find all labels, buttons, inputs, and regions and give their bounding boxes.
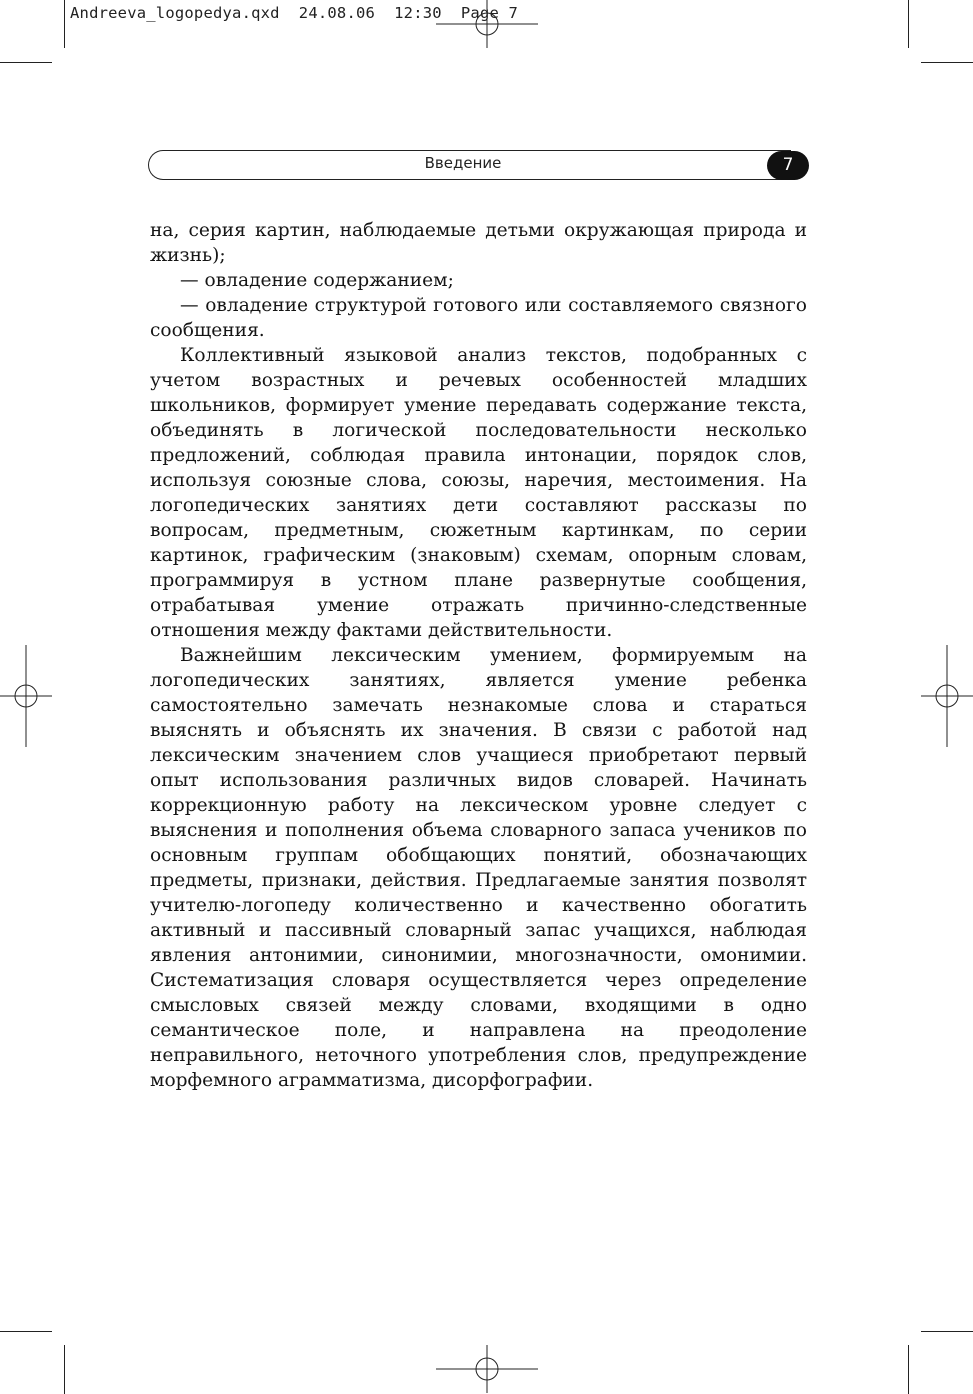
crop-mark-top-right-h: [921, 62, 973, 63]
slug-date: 24.08.06: [298, 4, 376, 22]
paragraph-lexical-skills: Важнейшим лексическим умением, формируемым на логопедических занятиях, является умение ребенка самостоятельно замечать незнакомые слова и стараться выяснять и объяснять их значения. В связи с работой над лексическим значением слов учащиеся приобретают первый опыт использования различных видов словарей. Начинать коррекционную работу на лексическом уровне следует с выяснения и пополнения объема словарного запаса учеников по основным группам обобщающих понятий, обозначающих предметы, признаки, действия. Предлагаемые занятия позволят учителю-логопеду количественно и качественно обогатить активный и пассивный словарный запас учащихся, наблюдая явления антонимии, синонимии, многозначности, омонимии. Систематизация словаря осуществляется через определение смысловых связей между словами, входящими в одно семантическое поле, и направлена на преодоление неправильного, неточного употребления слов, предупреждение морфемного аграмматизма, дисорфографии.: [150, 645, 807, 1091]
crop-mark-bottom-left-v: [64, 1345, 65, 1394]
header-title: Введение: [424, 154, 502, 172]
registration-mark-top: [436, 0, 538, 48]
registration-mark-right: [921, 645, 973, 747]
list-item-content: — овладение содержанием;: [180, 270, 454, 291]
paragraph-continuation: на, серия картин, наблюдаемые детьми окружающая природа и жизнь);: [150, 220, 807, 266]
list-item-structure: — овладение структурой готового или составляемого связного сообщения.: [150, 295, 807, 341]
page-number-badge: 7: [767, 151, 809, 180]
crop-mark-bottom-right-v: [908, 1345, 909, 1394]
registration-mark-bottom: [436, 1345, 538, 1393]
crop-mark-bottom-right-h: [921, 1331, 973, 1332]
crop-mark-top-right-v: [908, 0, 909, 48]
crop-mark-top-left-v: [64, 0, 65, 48]
paragraph-text-analysis: Коллективный языковой анализ текстов, подобранных с учетом возрастных и речевых особенностей младших школьников, формирует умение передавать содержание текста, объединять в логической последовательности несколько предложений, соблюдая правила интонации, порядок слов, используя союзные слова, союзы, наречия, местоимения. На логопедических занятиях дети составляют рассказы по вопросам, предметным, сюжетным картинкам, по серии картинок, графическим (знаковым) схемам, опорным словам, программируя в устном плане развернутые сообщения, отрабатывая умение отражать причинно-следственные отношения между фактами действительности.: [150, 345, 807, 641]
running-header: [148, 150, 808, 180]
slug-time: 12:30: [394, 4, 442, 22]
crop-mark-bottom-left-h: [0, 1331, 52, 1332]
registration-mark-left: [0, 645, 52, 747]
slug-file: Andreeva_logopedya.qxd: [70, 4, 280, 22]
crop-mark-top-left-h: [0, 62, 52, 63]
body-text: [150, 218, 807, 1093]
slug-page: Page 7: [460, 4, 519, 22]
